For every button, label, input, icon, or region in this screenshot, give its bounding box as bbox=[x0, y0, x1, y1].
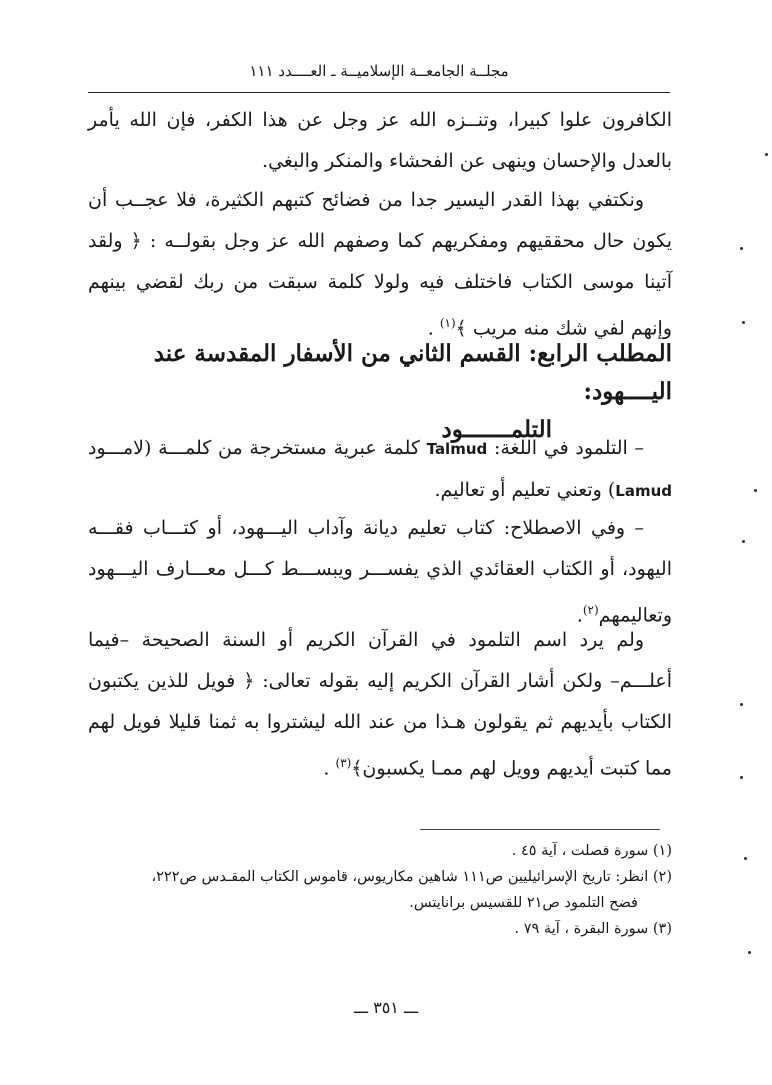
latin-term-talmud: Talmud bbox=[426, 440, 488, 458]
footnote-3: (٣) سورة البقرة ، آية ٧٩ . bbox=[514, 921, 672, 937]
footnote-separator bbox=[420, 829, 660, 830]
paragraph-3-b: كلمة عبرية مستخرجة من كلمـــة (لامـــود bbox=[88, 437, 427, 459]
footnote-ref-3: (٣) bbox=[335, 756, 352, 770]
scan-speck bbox=[744, 857, 747, 860]
latin-term-lamud: Lamud bbox=[615, 482, 672, 500]
paragraph-3 bbox=[88, 428, 672, 512]
scan-speck bbox=[742, 540, 745, 543]
section-heading-line-2: التلمـــــــود bbox=[441, 416, 552, 443]
footnote-ref-1: (١) bbox=[439, 316, 456, 330]
paragraph-4-end: . bbox=[576, 604, 583, 627]
header-rule bbox=[88, 92, 670, 93]
footnote-ref-2: (٢) bbox=[582, 603, 599, 617]
paragraph-2 bbox=[88, 180, 672, 349]
paragraph-4-text: – وفي الاصطلاح: كتاب تعليم ديانة وآداب اليـــهود، أو كتـــاب فقـــه اليهود، أو الكتاب العقائدي الذي يفســـر ويبســـط كـــل معـــارف اليـــهود وتعاليمهم bbox=[88, 517, 672, 627]
running-header: مجلــة الجامعــة الإسلاميــة ـ العــــدد ١١١ bbox=[249, 62, 509, 80]
paragraph-5 bbox=[88, 620, 672, 789]
paragraph-1: الكافرون علوا كبيرا، وتنــزه الله عز وجل عن هذا الكفر، فإن الله يأمر بالعدل والإحسان وينهى عن الفحشاء والمنكر والبغي. bbox=[88, 109, 672, 172]
paragraph-2-text: ونكتفي بهذا القدر اليسير جدا من فضائح كتبهم الكثيرة، فلا عجــب أن يكون حال محققيهم ومفكريهم كما وصفهم الله عز وجل بقولــه : ﴿ ولقد آتينا موسى الكتاب فاختلف فيه ولولا كلمة سبقت من ربك لقضي بينهم وإنهم لفي شك منه مريب ﴾ bbox=[88, 189, 672, 340]
footnote-2: (٢) انظر: تاريخ الإسرائيليين ص١١١ شاهين مكاريوس، قاموس الكتاب المقـدس ص٢٢٢، bbox=[151, 869, 672, 885]
paragraph-3-a: – التلمود في اللغة: bbox=[487, 437, 645, 459]
scan-speck bbox=[740, 776, 743, 779]
scan-speck bbox=[754, 489, 757, 492]
footnotes bbox=[88, 838, 672, 942]
paragraph-4 bbox=[88, 508, 672, 636]
scan-speck bbox=[765, 153, 768, 156]
scan-speck bbox=[740, 703, 743, 706]
paragraph-2-end: . bbox=[427, 317, 440, 340]
scan-speck bbox=[740, 247, 743, 250]
footnote-2-continuation: فضح التلمود ص٢١ للقسيس برانايتس. bbox=[409, 895, 638, 911]
scan-speck bbox=[748, 951, 751, 954]
paragraph-3-c: ) وتعني تعليم أو تعاليم. bbox=[434, 479, 616, 501]
footnote-1: (١) سورة فصلت ، آية ٤٥ . bbox=[511, 843, 672, 859]
section-heading-line-1: المطلب الرابع: القسم الثاني من الأسفار المقدسة عند اليــــهود: bbox=[153, 340, 672, 405]
page-number: ـــ ٣٥١ ـــ bbox=[353, 998, 419, 1017]
paragraph-5-text: ولم يرد اسم التلمود في القرآن الكريم أو السنة الصحيحة –فيما أعلـــم– ولكن أشار القرآن الكريم إليه بقوله تعالى: ﴿ فويل للذين يكتبون الكتاب بأيديهم ثم يقولون هـذا من عند الله ليشتروا به ثمنا قليلا فويل لهم مما كتبت أيديهم وويل لهم ممـا يكسبون﴾ bbox=[88, 629, 672, 780]
scan-speck bbox=[742, 321, 745, 324]
paragraph-5-end: . bbox=[323, 757, 336, 780]
